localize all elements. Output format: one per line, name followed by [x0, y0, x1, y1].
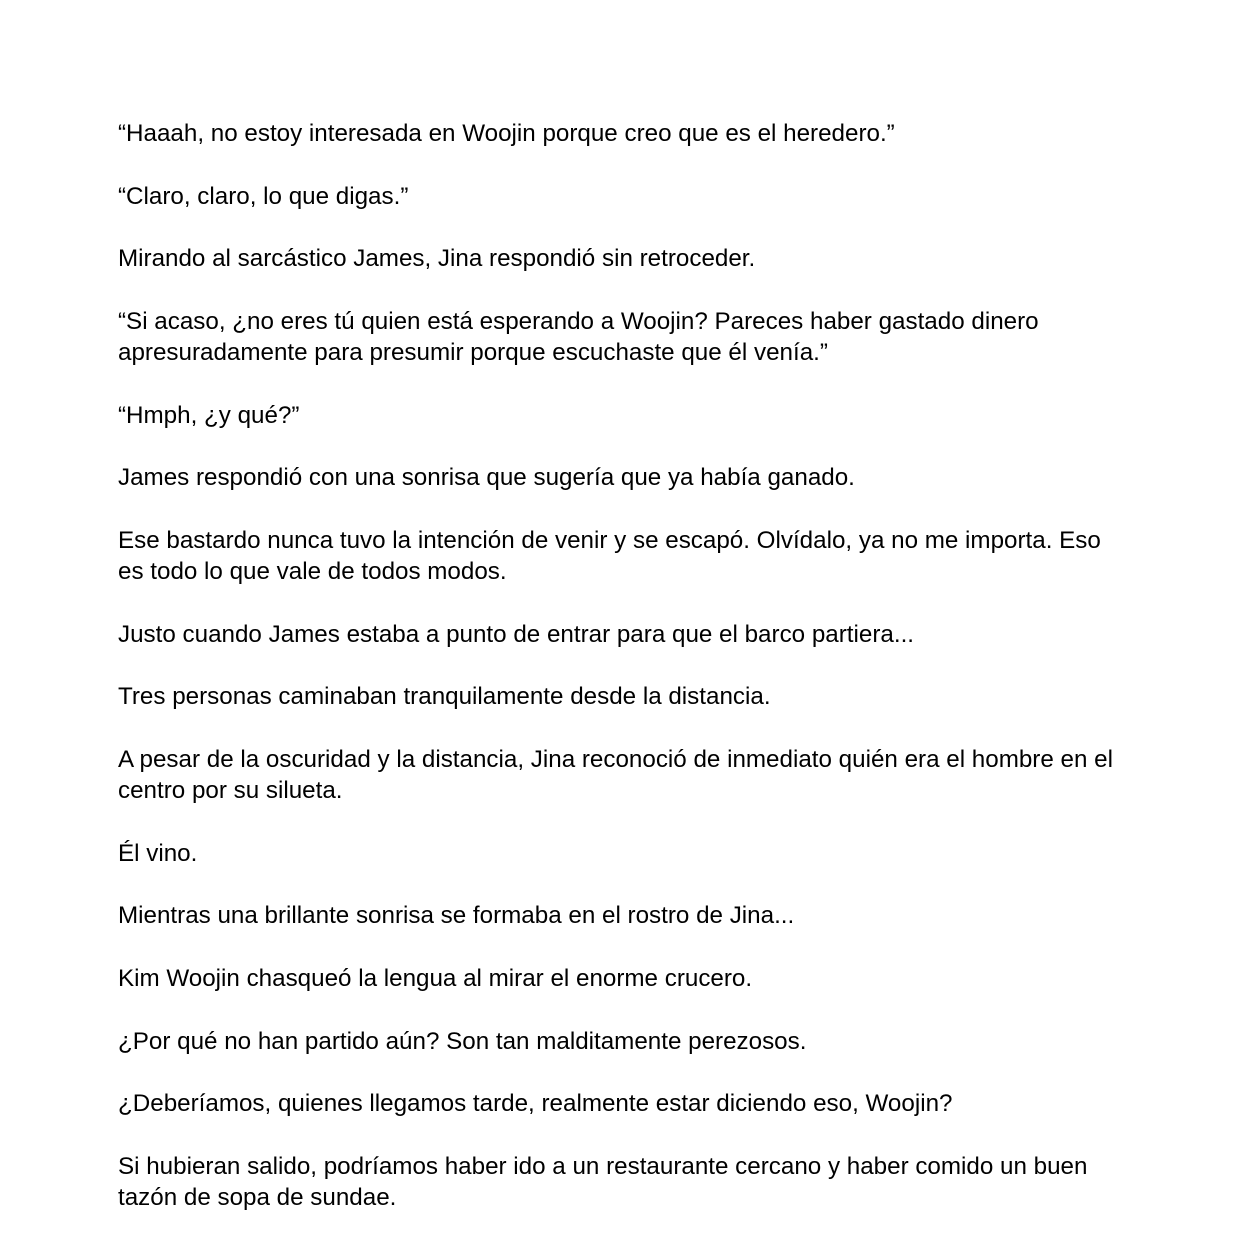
paragraph: ¿Por qué no han partido aún? Son tan malditamente perezosos. [118, 1027, 807, 1055]
paragraph: Mientras una brillante sonrisa se formaba en el rostro de Jina... [118, 902, 795, 930]
paragraph: Justo cuando James estaba a punto de entrar para que el barco partiera... [118, 620, 915, 648]
paragraph: Ese bastardo nunca tuvo la intención de venir y se escapó. Olvídalo, ya no me importa. Eso es todo lo que vale de todos modos. [118, 526, 1101, 586]
paragraph: Si hubieran salido, podríamos haber ido a un restaurante cercano y haber comido un buen tazón de sopa de sundae. [118, 1152, 1088, 1212]
paragraph: Tres personas caminaban tranquilamente desde la distancia. [118, 683, 771, 711]
paragraph: Él vino. [118, 839, 198, 867]
paragraph: “Haaah, no estoy interesada en Woojin porque creo que es el heredero.” [118, 120, 895, 147]
paragraph: A pesar de la oscuridad y la distancia, Jina reconoció de inmediato quién era el hombre en el centro por su silueta. [118, 745, 1113, 805]
document-body [118, 118, 1128, 1245]
paragraph: Mirando al sarcástico James, Jina respondió sin retroceder. [118, 245, 756, 273]
paragraph: “Hmph, ¿y qué?” [118, 401, 300, 429]
paragraph: ¿Deberíamos, quienes llegamos tarde, realmente estar diciendo eso, Woojin? [118, 1090, 953, 1118]
paragraph: “Si acaso, ¿no eres tú quien está esperando a Woojin? Pareces haber gastado dinero apresuradamente para presumir porque escuchaste que él venía.” [118, 307, 1039, 367]
paragraph: “Claro, claro, lo que digas.” [118, 182, 409, 210]
paragraph: Kim Woojin chasqueó la lengua al mirar el enorme crucero. [118, 965, 753, 993]
paragraph: James respondió con una sonrisa que sugería que ya había ganado. [118, 464, 855, 492]
